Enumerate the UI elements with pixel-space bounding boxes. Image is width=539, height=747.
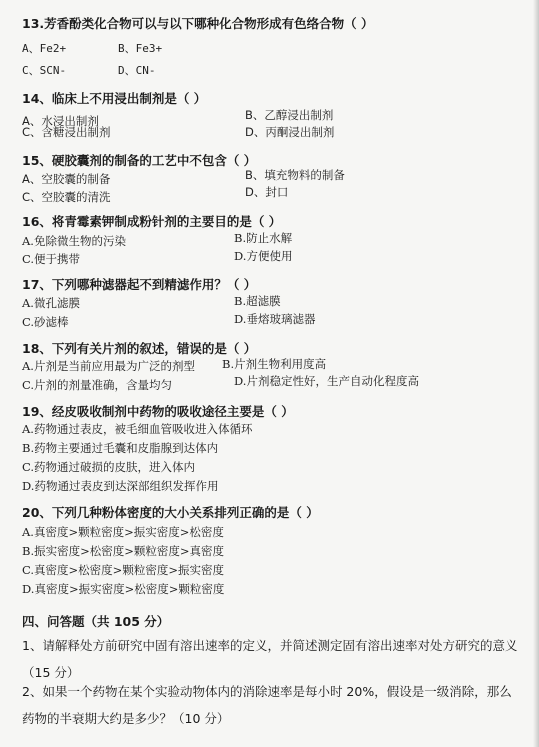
- question-14-option-a: A、水浸出制剂: [22, 114, 99, 128]
- question-15-stem: 15、硬胶囊剂的制备的工艺中不包含（ ）: [22, 153, 257, 168]
- scan-edge-shadow: [533, 0, 539, 747]
- question-20-stem: 20、下列几种粉体密度的大小关系排列正确的是（ ）: [22, 505, 319, 520]
- question-20-option-b: B.振实密度>松密度>颗粒密度>真密度: [22, 544, 225, 558]
- question-18-stem: 18、下列有关片剂的叙述，错误的是（ ）: [22, 341, 257, 356]
- question-17-option-c: C.砂滤棒: [22, 315, 69, 329]
- question-13-option-b: B、Fe3+: [118, 42, 163, 55]
- question-14-stem: 14、临床上不用浸出制剂是（ ）: [22, 91, 207, 106]
- question-13-stem: 13.芳香酚类化合物可以与以下哪种化合物形成有色络合物（ ）: [22, 16, 374, 31]
- question-18-option-b: B.片剂生物利用度高: [222, 357, 327, 371]
- question-18-option-a: A.片剂是当前应用最为广泛的剂型: [22, 359, 195, 373]
- question-19-option-a: A.药物通过表皮，被毛细血管吸收进入体循环: [22, 422, 253, 436]
- section-4-title: 四、问答题（共 105 分）: [22, 614, 170, 629]
- question-18-option-c: C.片剂的剂量准确，含量均匀: [22, 378, 173, 392]
- question-15-option-d: D、封口: [245, 185, 289, 199]
- question-13-option-d: D、CN-: [118, 64, 156, 77]
- question-15-option-c: C、空胶囊的清洗: [22, 190, 111, 204]
- question-15-option-b: B、填充物料的制备: [245, 168, 345, 182]
- question-16-option-c: C.便于携带: [22, 252, 81, 266]
- question-13-option-a: A、Fe2+: [22, 42, 67, 55]
- question-20-option-a: A.真密度>颗粒密度>振实密度>松密度: [22, 525, 224, 539]
- question-14-option-d: D、丙酮浸出制剂: [245, 125, 335, 139]
- question-16-option-b: B.防止水解: [234, 231, 293, 245]
- essay-question-2: 2、如果一个药物在某个实验动物体内的消除速率是每小时 20%，假设是一级消除，那么药物的半衰期大约是多少？（10 分）: [22, 684, 512, 726]
- question-16-option-a: A.免除微生物的污染: [22, 234, 126, 248]
- question-20-option-d: D.真密度>振实密度>松密度>颗粒密度: [22, 582, 225, 596]
- question-17-option-d: D.垂熔玻璃滤器: [234, 312, 316, 326]
- question-19-option-b: B.药物主要通过毛囊和皮脂腺到达体内: [22, 441, 219, 455]
- question-14-option-c: C、含糖浸出制剂: [22, 125, 111, 139]
- question-18-option-d: D.片剂稳定性好，生产自动化程度高: [234, 374, 419, 388]
- question-17-option-b: B.超滤膜: [234, 294, 281, 308]
- question-19-option-d: D.药物通过表皮到达深部组织发挥作用: [22, 479, 219, 493]
- question-19-option-c: C.药物通过破损的皮肤，进入体内: [22, 460, 196, 474]
- essay-question-1: 1、请解释处方前研究中固有溶出速率的定义，并简述测定固有溶出速率对处方研究的意义（15 分）: [22, 638, 518, 680]
- question-17-option-a: A.微孔滤膜: [22, 296, 80, 310]
- question-20-option-c: C.真密度>松密度>颗粒密度>振实密度: [22, 563, 224, 577]
- question-15-option-a: A、空胶囊的制备: [22, 172, 111, 186]
- question-16-option-d: D.方便使用: [234, 249, 293, 263]
- question-13-option-c: C、SCN-: [22, 64, 67, 77]
- question-17-stem: 17、下列哪种滤器起不到精滤作用？（ ）: [22, 277, 257, 292]
- question-16-stem: 16、将青霉素钾制成粉针剂的主要目的是（ ）: [22, 214, 282, 229]
- question-14-option-b: B、乙醇浸出制剂: [245, 108, 334, 122]
- question-19-stem: 19、经皮吸收制剂中药物的吸收途径主要是（ ）: [22, 404, 294, 419]
